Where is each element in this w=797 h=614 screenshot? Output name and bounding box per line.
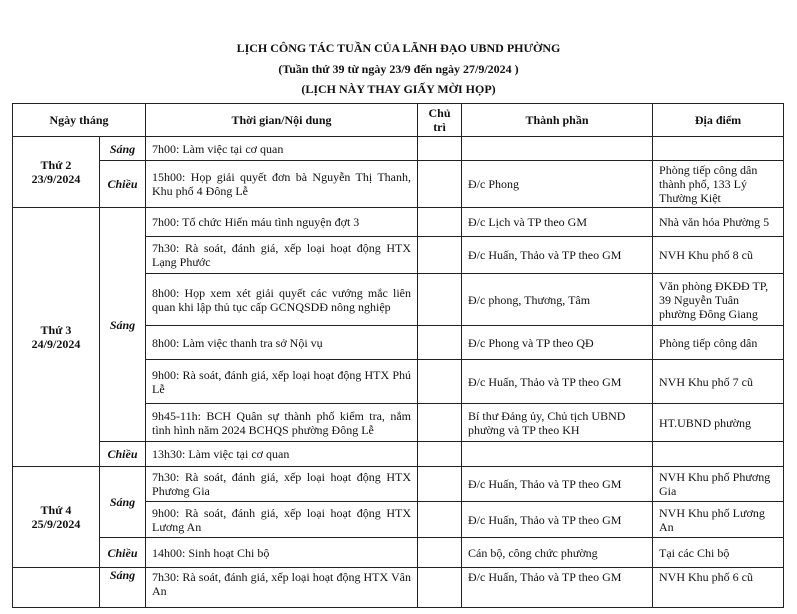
item-chair	[418, 502, 462, 538]
session-label: Sáng	[100, 208, 146, 442]
item-location: Phòng tiếp công dân thành phố, 133 Lý Thường Kiệt	[653, 161, 784, 208]
item-location: NVH Khu phố 6 cũ	[653, 568, 784, 608]
item-content: 13h30: Làm việc tại cơ quan	[146, 442, 418, 467]
item-content: 7h00: Tổ chức Hiến máu tình nguyện đợt 3	[146, 208, 418, 237]
day-date: 25/9/2024	[31, 517, 81, 531]
item-participants: Đ/c phong, Thương, Tâm	[462, 274, 653, 326]
header-participants: Thành phần	[462, 104, 653, 137]
item-chair	[418, 568, 462, 608]
header-date: Ngày tháng	[13, 104, 146, 137]
day-name: Thứ 4	[40, 503, 72, 517]
item-content: 9h00: Rà soát, đánh giá, xếp loại hoạt động HTX Lương An	[146, 502, 418, 538]
item-chair	[418, 274, 462, 326]
item-location: Phòng tiếp công dân	[653, 326, 784, 360]
item-location: Tại các Chi bộ	[653, 538, 784, 568]
table-header-row	[13, 104, 784, 137]
item-content: 7h30: Rà soát, đánh giá, xếp loại hoạt động HTX Lạng Phước	[146, 237, 418, 274]
item-chair	[418, 137, 462, 161]
header-content: Thời gian/Nội dung	[146, 104, 418, 137]
document-title: LỊCH CÔNG TÁC TUẦN CỦA LÃNH ĐẠO UBND PHƯỜNG	[236, 41, 561, 55]
item-chair	[418, 237, 462, 274]
item-content: 15h00: Họp giải quyết đơn bà Nguyễn Thị Thanh, Khu phố 4 Đông Lễ	[146, 161, 418, 208]
item-location: NVH Khu phố 7 cũ	[653, 360, 784, 404]
session-label: Sáng	[100, 467, 146, 538]
item-chair	[418, 538, 462, 568]
day-name: Thứ 2	[40, 158, 72, 172]
item-chair	[418, 360, 462, 404]
header-location: Địa điểm	[653, 104, 784, 137]
item-content: 8h00: Họp xem xét giải quyết các vướng mắc liên quan khi lập thủ tục cấp GCNQSDĐ nông nghiệp	[146, 274, 418, 326]
item-participants: Cán bộ, công chức phường	[462, 538, 653, 568]
item-location: Nhà văn hóa Phường 5	[653, 208, 784, 237]
header-chair: Chủ trì	[418, 104, 462, 137]
item-content: 7h00: Làm việc tại cơ quan	[146, 137, 418, 161]
item-chair	[418, 467, 462, 502]
item-chair	[418, 442, 462, 467]
item-location	[653, 442, 784, 467]
table-row	[13, 467, 784, 502]
item-content: 9h45-11h: BCH Quân sự thành phố kiểm tra, nắm tình hình năm 2024 BCHQS phường Đông Lễ	[146, 404, 418, 442]
item-content: 8h00: Làm việc thanh tra sở Nội vụ	[146, 326, 418, 360]
table-row	[13, 538, 784, 568]
item-content: 7h30: Rà soát, đánh giá, xếp loại hoạt động HTX Vân An	[146, 568, 418, 608]
item-location: NVH Khu phố 8 cũ	[653, 237, 784, 274]
item-content: 7h30: Rà soát, đánh giá, xếp loại hoạt động HTX Phương Gia	[146, 467, 418, 502]
table-row	[13, 442, 784, 467]
item-chair	[418, 208, 462, 237]
item-content: 14h00: Sinh hoạt Chi bộ	[146, 538, 418, 568]
schedule-table	[12, 103, 784, 608]
document-subtitle: (Tuần thứ 39 từ ngày 23/9 đến ngày 27/9/2024 )	[278, 62, 519, 76]
day-cell	[13, 568, 100, 608]
day-cell	[13, 137, 100, 208]
item-participants: Bí thư Đảng ủy, Chủ tịch UBND phường và TP theo KH	[462, 404, 653, 442]
item-participants: Đ/c Phong và TP theo QĐ	[462, 326, 653, 360]
day-cell	[13, 208, 100, 467]
item-location: NVH Khu phố Lương An	[653, 502, 784, 538]
item-location: HT.UBND phường	[653, 404, 784, 442]
item-participants	[462, 442, 653, 467]
item-participants: Đ/c Huấn, Thảo và TP theo GM	[462, 237, 653, 274]
table-row	[13, 568, 784, 608]
day-date: 24/9/2024	[31, 337, 81, 351]
session-label: Sáng	[100, 137, 146, 161]
item-participants: Đ/c Phong	[462, 161, 653, 208]
document-note: (LỊCH NÀY THAY GIẤY MỜI HỌP)	[301, 82, 496, 96]
item-participants	[462, 137, 653, 161]
item-content: 9h00: Rà soát, đánh giá, xếp loại hoạt động HTX Phú Lễ	[146, 360, 418, 404]
session-label: Chiều	[100, 538, 146, 568]
item-chair	[418, 404, 462, 442]
day-name: Thứ 3	[40, 323, 72, 337]
item-chair	[418, 326, 462, 360]
item-participants: Đ/c Huấn, Thảo và TP theo GM	[462, 502, 653, 538]
item-participants: Đ/c Huấn, Thảo và TP theo GM	[462, 568, 653, 608]
day-date: 23/9/2024	[31, 172, 81, 186]
item-location	[653, 137, 784, 161]
session-label: Sáng	[100, 568, 146, 608]
table-row	[13, 137, 784, 161]
item-participants: Đ/c Huấn, Thảo và TP theo GM	[462, 467, 653, 502]
day-cell	[13, 467, 100, 568]
table-row	[13, 161, 784, 208]
item-participants: Đ/c Lịch và TP theo GM	[462, 208, 653, 237]
item-location: NVH Khu phố Phương Gia	[653, 467, 784, 502]
item-chair	[418, 161, 462, 208]
table-row	[13, 208, 784, 237]
item-participants: Đ/c Huấn, Thảo và TP theo GM	[462, 360, 653, 404]
session-label: Chiều	[100, 442, 146, 467]
item-location: Văn phòng ĐKĐĐ TP, 39 Nguyễn Tuân phường Đông Giang	[653, 274, 784, 326]
session-label: Chiều	[100, 161, 146, 208]
